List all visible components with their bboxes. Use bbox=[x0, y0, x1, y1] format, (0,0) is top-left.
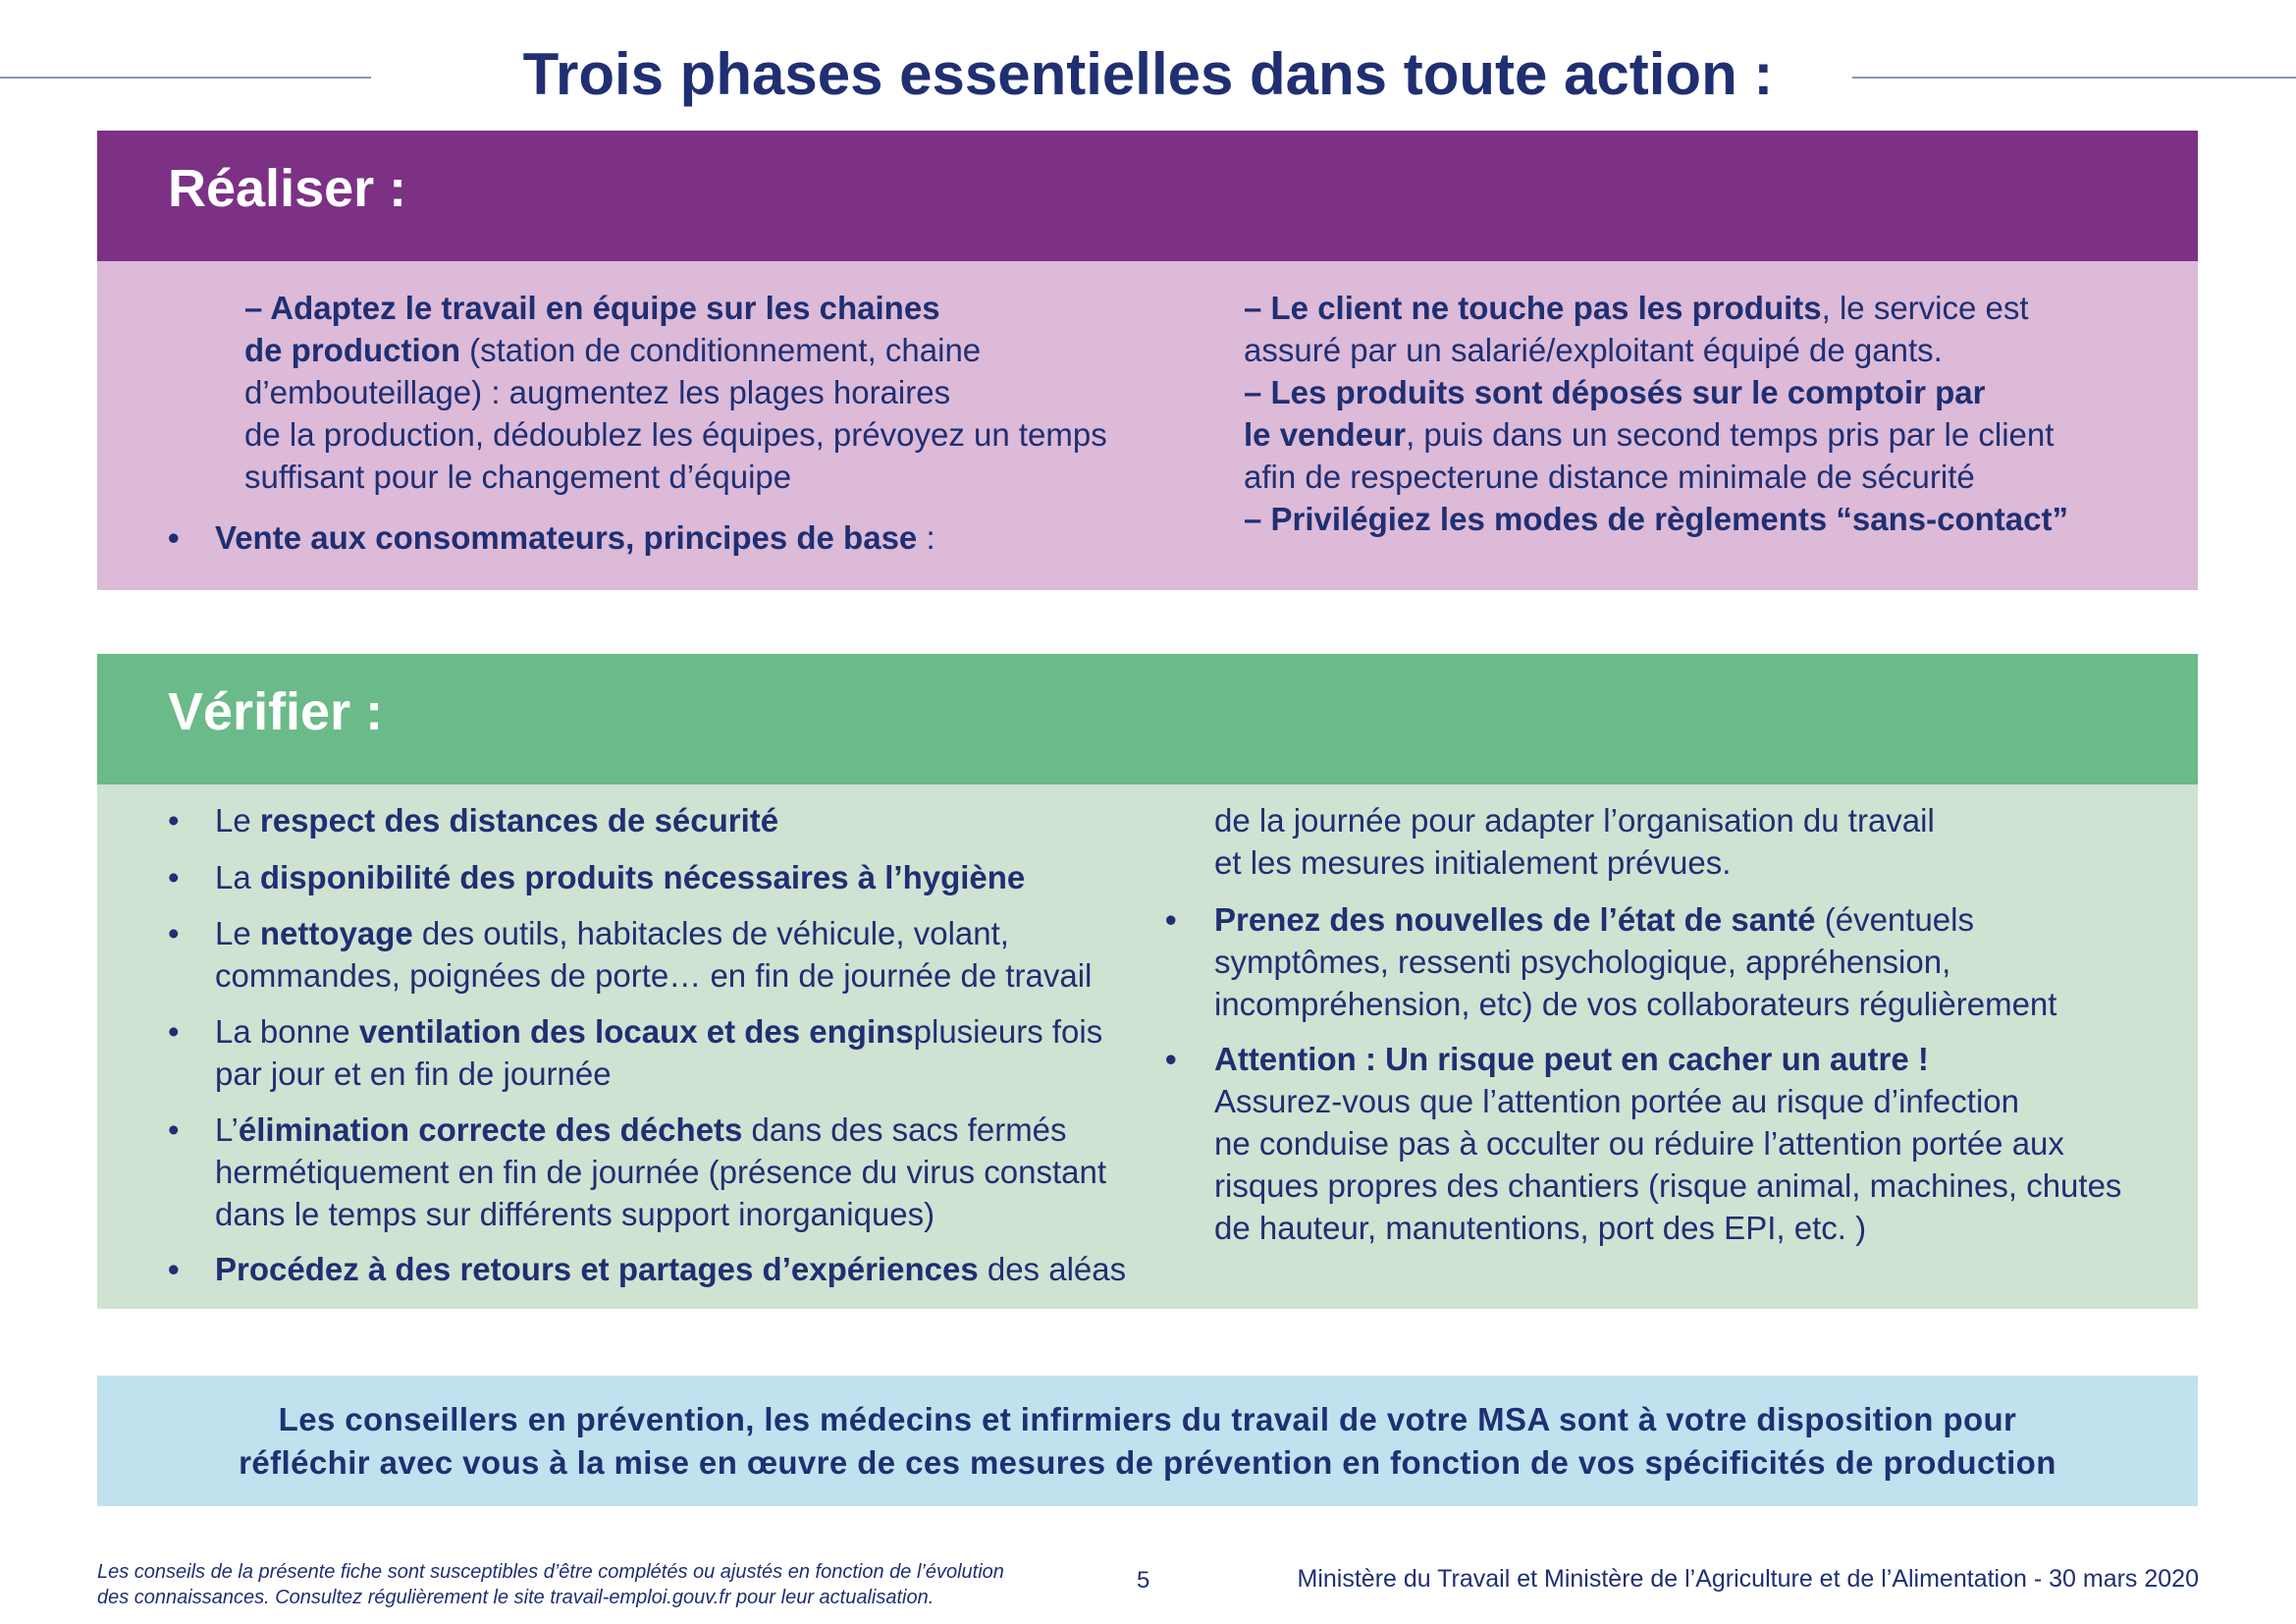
verifier-body: • Le respect des distances de sécurité • La disponibilité des produits nécessaires à l’hygiène • Le nettoyage des outils, habitacles de véhicule, volant, commandes, poignées de porte… en fin de journée de travail • La bonne ventilation des locaux et des enginsplusieurs fois par jour et en fin de journée • L’élimination correcte des déchets dans des sacs fermés hermétiquement en fin de journée (présence du virus constant dans le temps sur différents support inorganiques) • Procédez à des retours et partages d’expériences des aléas de la journée pour adapter l’organisation du travail et les mesures initialement prévues. • Prenez des nouvelles de l’état de santé (éventuels symptômes, ressenti psychologique, appréhension, incompréhension, etc) de vos collaborateurs régulièrement • Attention : Un risque peut en cacher un autre ! Assurez-vous que l’attention portée au risque d’infection ne conduise pas à occulter ou réduire l’attention portée aux risques propres des chantiers (risque animal, machines, chutes de hauteur, manutentions, port des EPI, etc. ) bbox=[97, 785, 2198, 1309]
verifier-heading: Vérifier : bbox=[168, 682, 384, 741]
text-line: – Privilégiez les modes de règlements “sans-contact” bbox=[1244, 501, 2068, 537]
footer-source: Ministère du Travail et Ministère de l’Agriculture et de l’Alimentation - 30 mars 2020 bbox=[1297, 1565, 2199, 1593]
realiser-heading: Réaliser : bbox=[168, 159, 407, 218]
text-line: et les mesures initialement prévues. bbox=[1214, 844, 1732, 881]
page-title: Trois phases essentielles dans toute action : bbox=[522, 41, 1774, 107]
text-line: de la production, dédoublez les équipes, prévoyez un temps bbox=[244, 416, 1107, 453]
text-line: de la journée pour adapter l’organisation du travail bbox=[1214, 802, 1935, 839]
msa-message-box bbox=[97, 1376, 2198, 1506]
page-number: 5 bbox=[1137, 1567, 1150, 1594]
bullet-glyph: • bbox=[168, 802, 180, 839]
bullet-glyph: • bbox=[168, 859, 180, 895]
bullet-glyph: • bbox=[168, 519, 180, 556]
bullet-glyph: • bbox=[168, 1013, 180, 1050]
text-line: – Adaptez le travail en équipe sur les chaines bbox=[244, 290, 940, 326]
bullet-glyph: • bbox=[168, 1111, 180, 1148]
realiser-body: – Adaptez le travail en équipe sur les chaines de production (station de conditionnement, chaine d’embouteillage) : augmentez les plages horaires de la production, dédoublez les équipes, prévoyez un temps suffisant pour le changement d’équipe • Vente aux consommateurs, principes de base : – Le client ne touche pas les produits, le service est assuré par un salarié/exploitant équipé de gants. – Les produits sont déposés sur le comptoir par le vendeur, puis dans un second temps pris par le client afin de respecterune distance minimale de sécurité – Privilégiez les modes de règlements “sans-contact” bbox=[97, 261, 2198, 590]
realiser-left-paragraph bbox=[244, 287, 1107, 498]
bullet-glyph: • bbox=[1165, 1041, 1177, 1077]
verifier-header bbox=[97, 654, 2198, 785]
msa-message: Les conseillers en prévention, les médecins et infirmiers du travail de votre MSA sont à votre disposition pour réfléchir avec vous à la mise en œuvre de ces mesures de prévention en fonction de vos spécificités de production bbox=[239, 1400, 2056, 1481]
bullet-glyph: • bbox=[1165, 901, 1177, 938]
verifier-right-continuation bbox=[1214, 799, 1935, 884]
bullet-glyph: • bbox=[168, 915, 180, 951]
text-line: le vendeur, puis dans un second temps pris par le client bbox=[1244, 416, 2055, 453]
text-line: de production (station de conditionnement, chaine bbox=[244, 332, 982, 368]
text-line: suffisant pour le changement d’équipe bbox=[244, 459, 792, 495]
realiser-header bbox=[97, 131, 2198, 261]
text-line: – Le client ne touche pas les produits, le service est bbox=[1244, 290, 2029, 326]
text-line: afin de respecterune distance minimale de sécurité bbox=[1244, 459, 1975, 495]
text-line: assuré par un salarié/exploitant équipé de gants. bbox=[1244, 332, 1943, 368]
text-line: d’embouteillage) : augmentez les plages horaires bbox=[244, 374, 951, 410]
text-line: – Les produits sont déposés sur le comptoir par bbox=[1244, 374, 1986, 410]
footer-disclaimer: Les conseils de la présente fiche sont susceptibles d’être complétés ou ajustés en fonction de l’évolution des connaissances. Consultez régulièrement le site travail-emploi.gouv.fr pour leur actualisation. bbox=[97, 1561, 1004, 1608]
bullet-glyph: • bbox=[168, 1251, 180, 1287]
realiser-right-paragraph bbox=[1244, 287, 2068, 540]
